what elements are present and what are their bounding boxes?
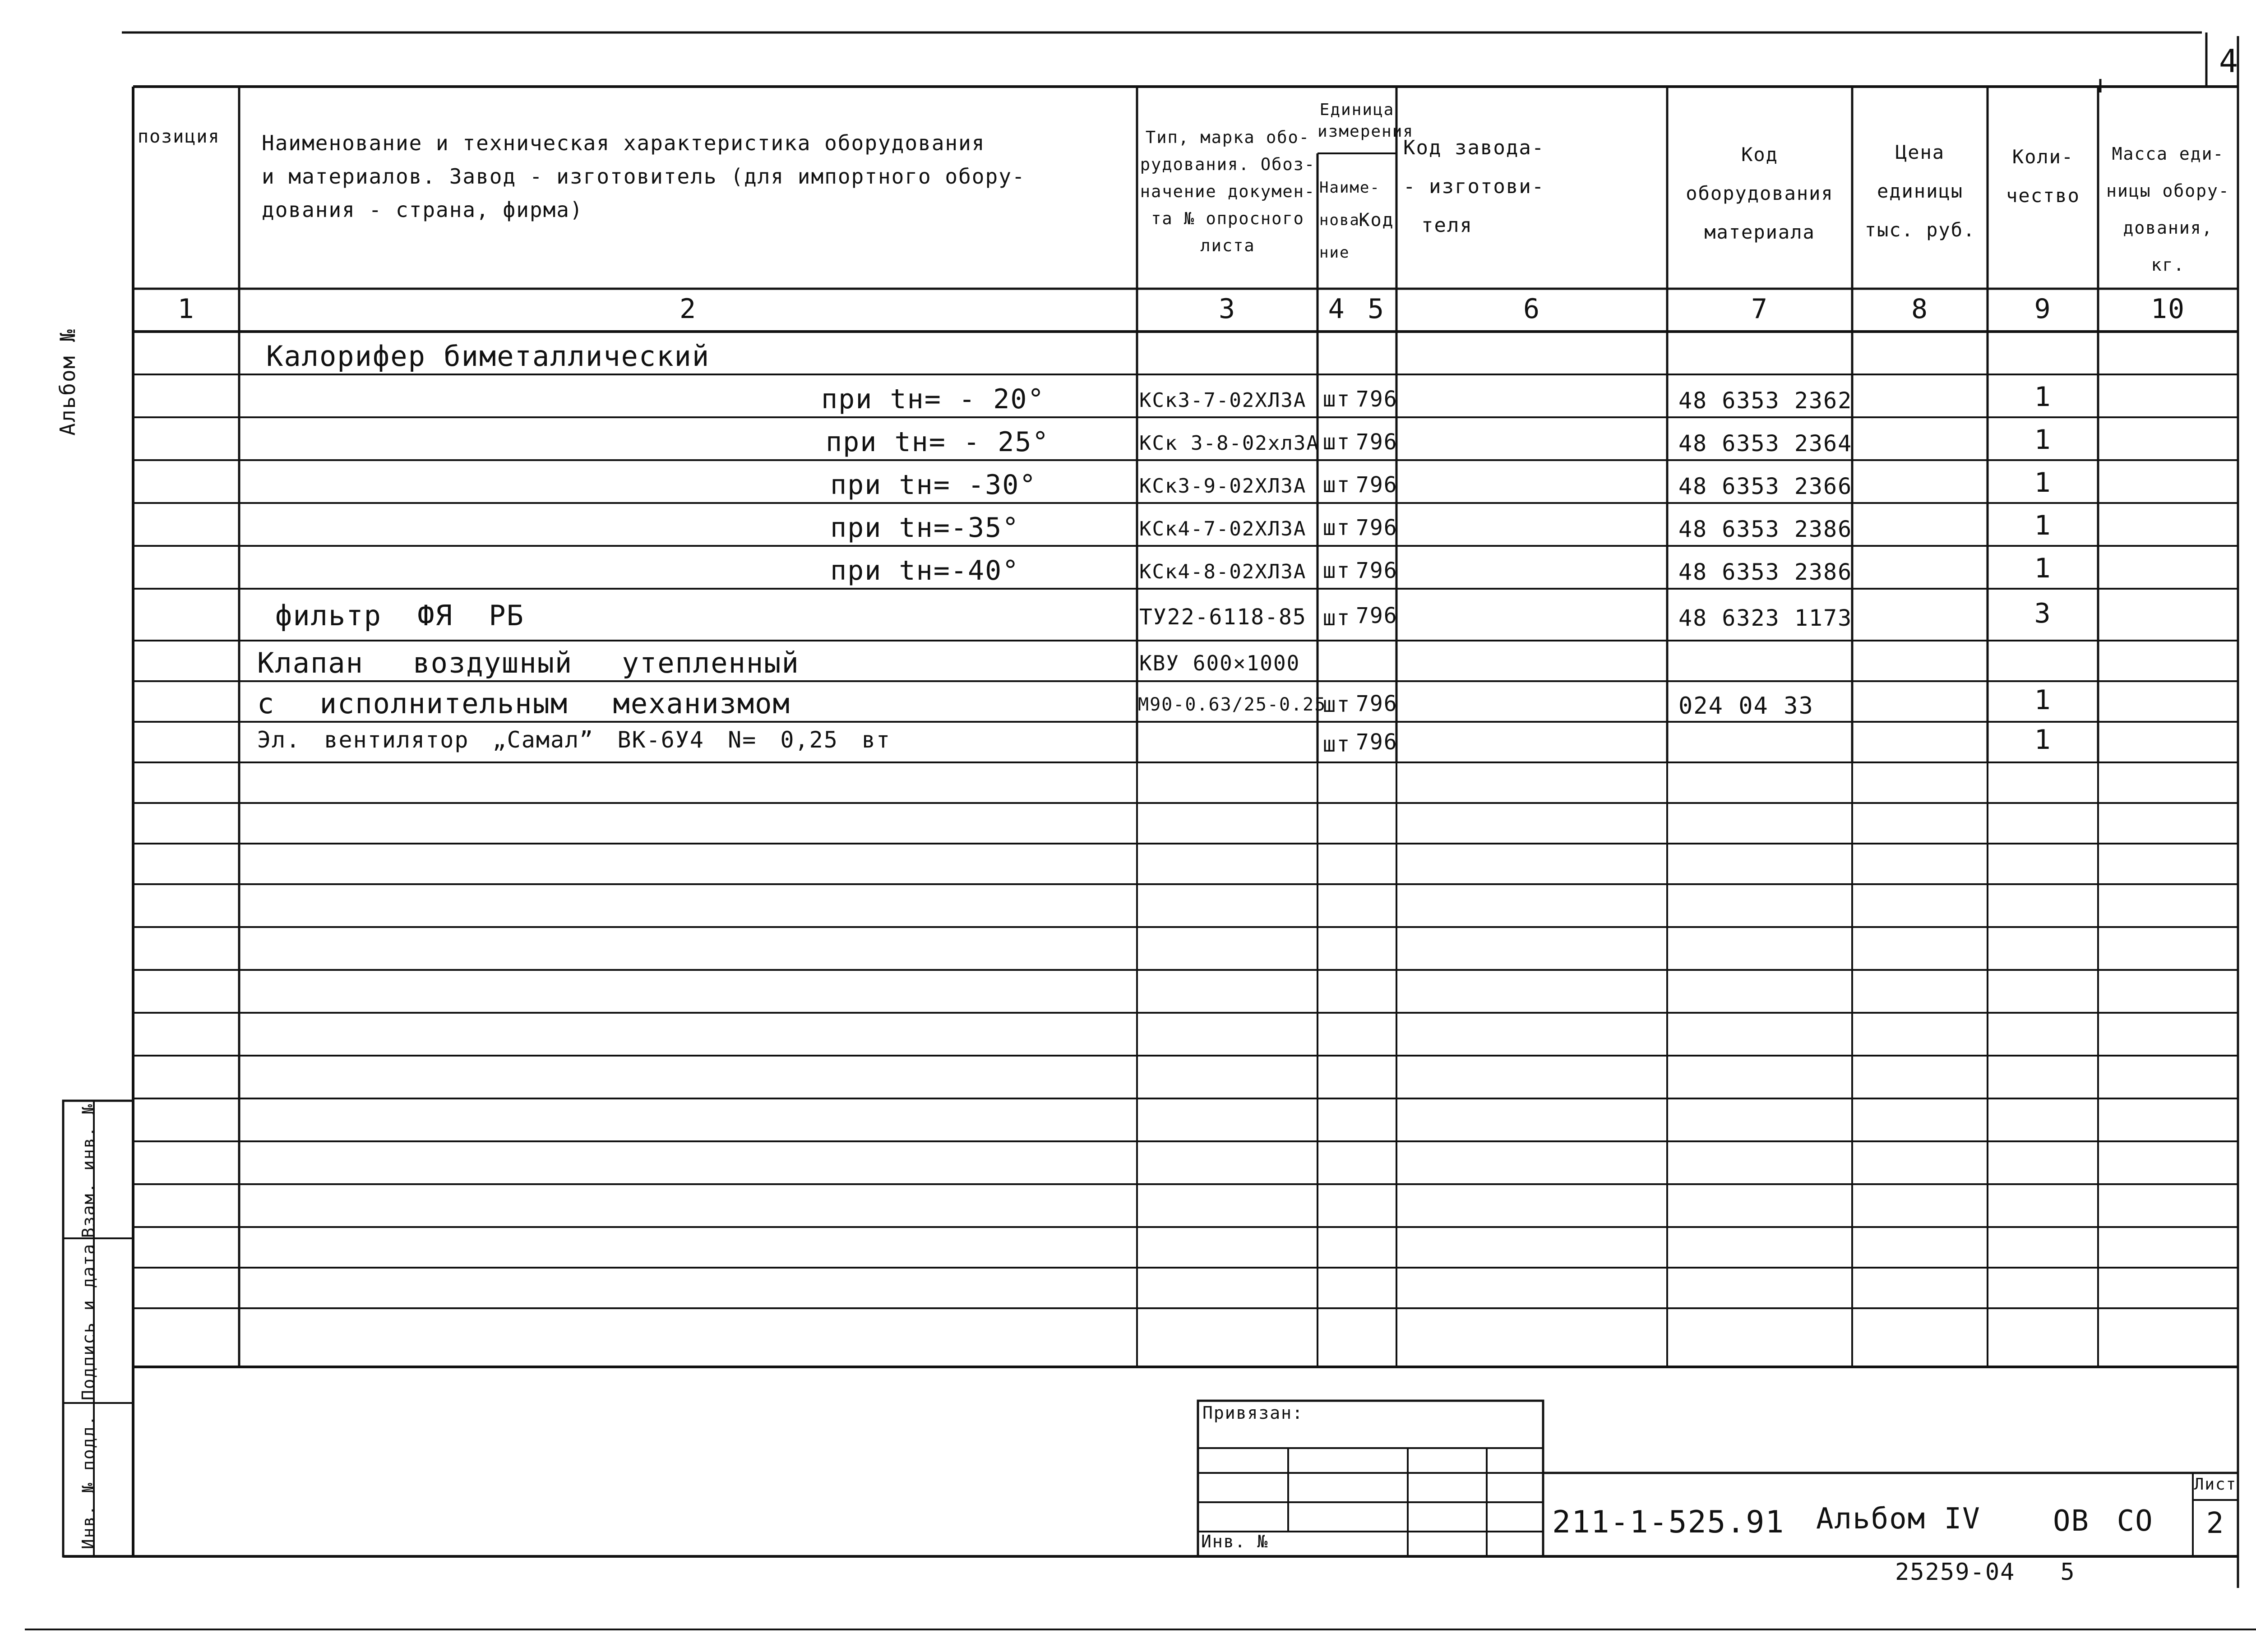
row-5-name: при tн=-35° <box>830 512 1020 544</box>
stamp-signature-date: Подпись и дата <box>79 1243 98 1401</box>
header-col8-line-3: тыс. руб. <box>1864 219 1976 241</box>
header-col4-line-1: Наиме- <box>1319 179 1380 197</box>
header-unit-code-text: Код <box>1359 210 1394 231</box>
row-8-name: Клапан воздушный утепленный <box>257 646 800 679</box>
row-5-code: 796 <box>1356 515 1398 540</box>
header-col8-line-1: Цена <box>1895 141 1945 163</box>
row-6-type: КСк4-8-02ХЛ3А <box>1139 560 1307 583</box>
row-7-qty: 3 <box>2034 598 2052 629</box>
column-number-4: 4 <box>1328 293 1345 325</box>
column-number-9: 9 <box>2034 293 2052 325</box>
header-col4-line-3: ние <box>1319 244 1350 262</box>
row-7-unit: шт <box>1322 605 1351 631</box>
row-7-code: 796 <box>1356 603 1398 628</box>
header-type-line-2: рудования. Обоз- <box>1140 155 1316 174</box>
header-unit-price <box>1854 133 1987 249</box>
stamp-replacement-inv: Взам. инв. № <box>79 1103 98 1238</box>
header-col8-line-2: единицы <box>1877 180 1963 202</box>
header-manufacturer-code <box>1403 129 1665 245</box>
header-col6-line-2: - изготови- <box>1403 175 1545 198</box>
row-8-type: КВУ 600×1000 <box>1139 651 1300 675</box>
row-10-name: Эл. вентилятор „Самал” ВК-6У4 N= 0,25 вт <box>257 727 891 753</box>
row-10-qty: 1 <box>2034 724 2052 756</box>
column-number-2: 2 <box>679 293 697 325</box>
header-unit-line-2: измерения <box>1318 122 1414 141</box>
binding-title: Привязан: <box>1202 1403 1304 1423</box>
row-5-type: КСк4-7-02ХЛ3А <box>1139 517 1307 540</box>
header-type-mark <box>1138 124 1318 259</box>
header-name-description <box>262 126 1026 226</box>
row-4-qty: 1 <box>2034 467 2052 498</box>
header-col10-line-4: кг. <box>2151 255 2185 275</box>
header-col7-line-3: материала <box>1704 221 1815 243</box>
row-7-type: ТУ22-6118-85 <box>1139 605 1307 630</box>
header-col6-line-3: теля <box>1421 214 1473 237</box>
row-3-code: 796 <box>1356 429 1398 455</box>
row-5-qty: 1 <box>2034 510 2052 541</box>
header-unit-group <box>1318 99 1414 143</box>
row-5-material: 48 6353 2386 <box>1678 516 1853 542</box>
header-type-line-1: Тип, марка обо- <box>1145 128 1310 147</box>
row-6-unit: шт <box>1322 558 1351 583</box>
row-9-name: с исполнительным механизмом <box>257 687 791 720</box>
row-10-code: 796 <box>1356 729 1398 755</box>
header-col7-line-2: оборудования <box>1686 182 1834 204</box>
header-col7-line-1: Код <box>1741 143 1778 166</box>
row-6-qty: 1 <box>2034 553 2052 584</box>
sheet-label: Лист <box>2194 1475 2237 1494</box>
column-number-5: 5 <box>1367 293 1385 325</box>
album-title: Альбом IV <box>1816 1502 1981 1536</box>
column-number-1: 1 <box>177 293 195 325</box>
row-4-material: 48 6353 2366 <box>1678 473 1853 499</box>
document-code: 211-1-525.91 <box>1552 1504 1785 1540</box>
header-col10-line-1: Масса еди- <box>2112 144 2224 164</box>
header-col10-line-2: ницы обору- <box>2106 181 2230 201</box>
header-type-line-5: листа <box>1200 236 1255 255</box>
row-2-material: 48 6353 2362 <box>1678 388 1853 414</box>
header-name-line-3: дования - страна, фирма) <box>262 198 583 222</box>
row-6-name: при tн=-40° <box>830 555 1020 586</box>
row-9-code: 796 <box>1356 691 1398 716</box>
row-4-name: при tн= -30° <box>830 469 1037 501</box>
document-mark: ОВ СО <box>2053 1504 2154 1538</box>
header-col6-line-1: Код завода- <box>1403 136 1545 159</box>
row-2-code: 796 <box>1356 387 1398 412</box>
row-5-unit: шт <box>1322 515 1351 540</box>
row-7-name: фильтр ФЯ РБ <box>275 599 524 632</box>
header-col4-line-2: нова- <box>1319 211 1370 229</box>
header-material-code <box>1669 135 1850 252</box>
header-unit-line-1: Единица <box>1319 101 1395 119</box>
row-9-qty: 1 <box>2034 684 2052 716</box>
binding-inv: Инв. № <box>1201 1532 1269 1551</box>
header-col9-line-2: чество <box>2006 185 2080 207</box>
header-quantity <box>1989 138 2097 215</box>
row-3-material: 48 6353 2364 <box>1678 430 1853 457</box>
column-number-3: 3 <box>1218 293 1236 325</box>
row-3-type: КСк 3-8-02хл3А <box>1139 432 1319 455</box>
row-9-material: 024 04 33 <box>1678 692 1814 720</box>
row-6-code: 796 <box>1356 558 1398 583</box>
archive-number: 25259-04 5 <box>1895 1559 2076 1586</box>
header-position: позиция <box>138 126 220 147</box>
column-number-10: 10 <box>2150 293 2186 325</box>
row-7-material: 48 6323 1173 <box>1678 605 1853 631</box>
header-name-line-1: Наименование и техническая характеристика оборудования <box>262 131 985 155</box>
header-type-line-4: та № опросного <box>1151 209 1304 228</box>
header-col9-line-1: Коли- <box>2012 146 2074 168</box>
row-10-unit: шт <box>1322 732 1351 757</box>
row-3-unit: шт <box>1322 429 1351 455</box>
stamp-inv-original: Инв. № подл. <box>79 1414 98 1550</box>
header-type-line-3: начение докумен- <box>1140 182 1316 201</box>
row-4-type: КСк3-9-02ХЛ3А <box>1139 475 1307 498</box>
sheet-number: 2 <box>2206 1507 2225 1540</box>
row-2-qty: 1 <box>2034 381 2052 413</box>
row-2-type: КСк3-7-02ХЛ3А <box>1139 389 1307 412</box>
header-name-line-2: и материалов. Завод - изготовитель (для импортного обору- <box>262 164 1026 189</box>
column-number-6: 6 <box>1523 293 1541 325</box>
row-1-name: Калорифер биметаллический <box>266 340 710 373</box>
row-3-qty: 1 <box>2034 424 2052 456</box>
row-9-unit: шт <box>1322 692 1351 717</box>
row-4-code: 796 <box>1356 472 1398 498</box>
top-sheet-number: 4 <box>2219 43 2239 80</box>
column-number-8: 8 <box>1911 293 1929 325</box>
header-col10-line-3: дования, <box>2123 218 2213 238</box>
row-3-name: при tн= - 25° <box>826 426 1049 458</box>
row-9-type: М90-0.63/25-0.25 <box>1138 694 1327 715</box>
header-unit-mass <box>2099 135 2237 283</box>
row-2-unit: шт <box>1322 387 1351 412</box>
column-number-7: 7 <box>1751 293 1769 325</box>
row-6-material: 48 6353 2386 <box>1678 559 1853 585</box>
row-4-unit: шт <box>1322 472 1351 498</box>
album-number-label: Альбом № <box>55 328 80 436</box>
row-2-name: при tн= - 20° <box>821 383 1045 415</box>
